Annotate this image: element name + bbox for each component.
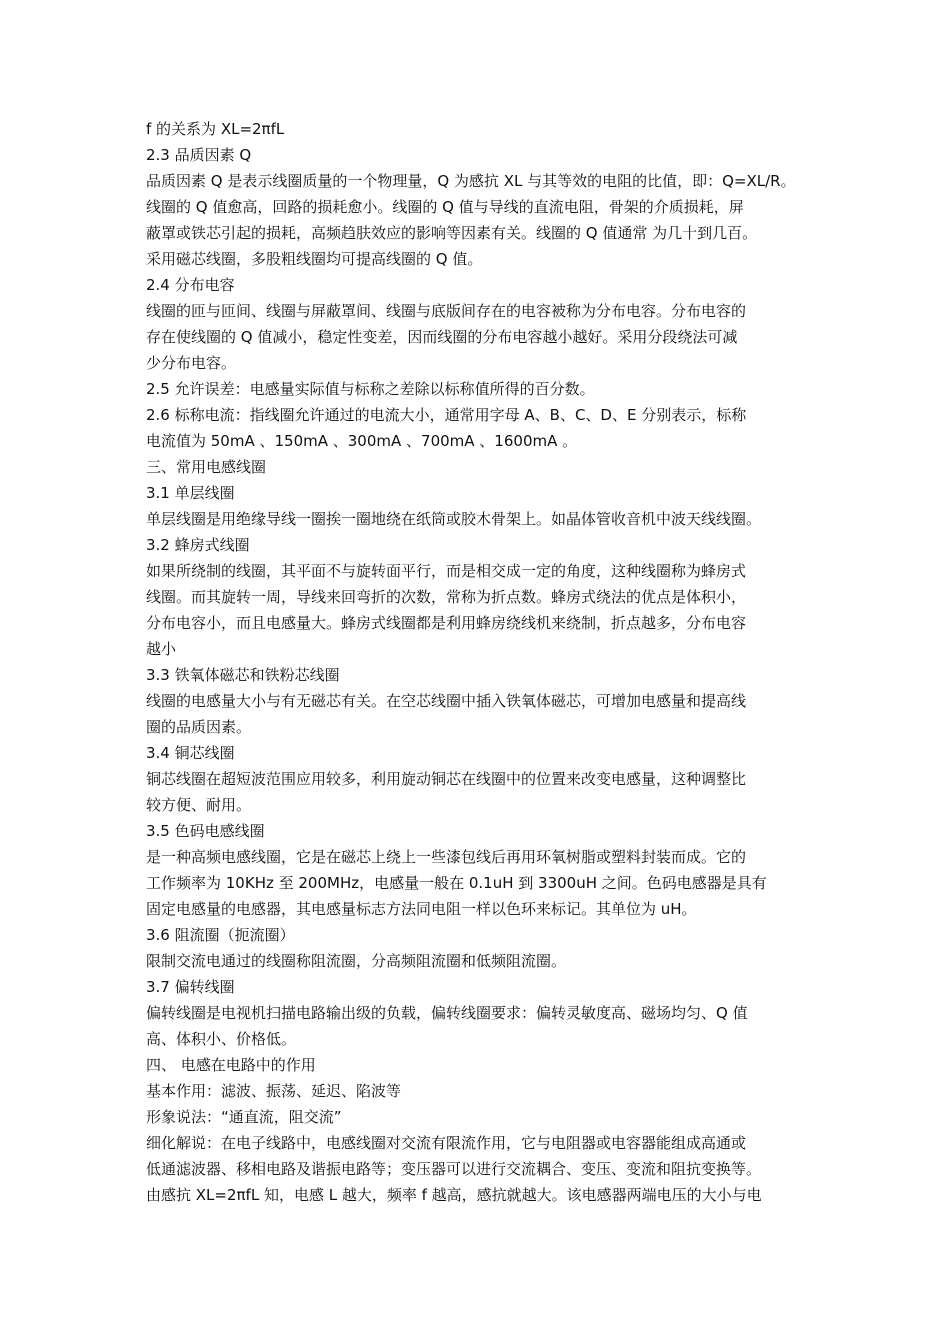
section-heading: 3.5 色码电感线圈 <box>146 822 265 840</box>
section-heading: 2.4 分布电容 <box>146 276 235 294</box>
chapter-heading: 三、常用电感线圈 <box>146 458 267 476</box>
text-line: 限制交流电通过的线圈称阻流圈，分高频阻流圈和低频阻流圈。 <box>146 952 567 970</box>
text-line: 采用磁芯线圈，多股粗线圈均可提高线圈的 Q 值。 <box>146 250 483 268</box>
chapter-heading: 四、 电感在电路中的作用 <box>146 1056 316 1074</box>
text-line: 分布电容小，而且电感量大。蜂房式线圈都是利用蜂房绕线机来绕制，折点越多，分布电容 <box>146 614 747 632</box>
text-line: 线圈的 Q 值愈高，回路的损耗愈小。线圈的 Q 值与导线的直流电阻，骨架的介质损耗，屏 <box>146 198 744 216</box>
section-heading: 2.6 标称电流：指线圈允许通过的电流大小，通常用字母 A、B、C、D、E 分别表示，标称 <box>146 406 747 424</box>
section-heading: 3.1 单层线圈 <box>146 484 235 502</box>
section-heading: 3.2 蜂房式线圈 <box>146 536 250 554</box>
text-line: 是一种高频电感线圈，它是在磁芯上绕上一些漆包线后再用环氧树脂或塑料封装而成。它的 <box>146 848 747 866</box>
section-heading: 3.4 铜芯线圈 <box>146 744 235 762</box>
text-line: 较方便、耐用。 <box>146 796 252 814</box>
text-line: 工作频率为 10KHz 至 200MHz，电感量一般在 0.1uH 到 3300uH 之间。色码电感器是具有 <box>146 874 767 892</box>
text-line: 越小 <box>146 640 177 658</box>
text-line: 基本作用：滤波、振荡、延迟、陷波等 <box>146 1082 402 1100</box>
text-line: 固定电感量的电感器，其电感量标志方法同电阻一样以色环来标记。其单位为 uH。 <box>146 900 697 918</box>
section-heading: 3.3 铁氧体磁芯和铁粉芯线圈 <box>146 666 340 684</box>
document-body <box>146 116 822 1208</box>
text-line: 圈的品质因素。 <box>146 718 252 736</box>
text-line: 存在使线圈的 Q 值减小，稳定性变差，因而线圈的分布电容越小越好。采用分段绕法可减 <box>146 328 738 346</box>
text-line: 由感抗 XL=2πfL 知，电感 L 越大，频率 f 越高，感抗就越大。该电感器两端电压的大小与电 <box>146 1186 762 1204</box>
text-line: 线圈的匝与匝间、线圈与屏蔽罩间、线圈与底版间存在的电容被称为分布电容。分布电容的 <box>146 302 747 320</box>
text-line: 线圈的电感量大小与有无磁芯有关。在空芯线圈中插入铁氧体磁芯，可增加电感量和提高线 <box>146 692 747 710</box>
text-line: 铜芯线圈在超短波范围应用较多，利用旋动铜芯在线圈中的位置来改变电感量，这种调整比 <box>146 770 747 788</box>
section-heading: 2.3 品质因素 Q <box>146 146 252 164</box>
text-line: f 的关系为 XL=2πfL <box>146 120 285 138</box>
text-line: 低通滤波器、移相电路及谐振电路等；变压器可以进行交流耦合、变压、变流和阻抗变换等。 <box>146 1160 762 1178</box>
text-line: 品质因素 Q 是表示线圈质量的一个物理量，Q 为感抗 XL 与其等效的电阻的比值，即：Q=XL/R。 <box>146 172 796 190</box>
text-line: 线圈。而其旋转一周，导线来回弯折的次数，常称为折点数。蜂房式绕法的优点是体积小， <box>146 588 747 606</box>
text-line: 蔽罩或铁芯引起的损耗，高频趋肤效应的影响等因素有关。线圈的 Q 值通常 为几十到几百。 <box>146 224 758 242</box>
text-line: 单层线圈是用绝缘导线一圈挨一圈地绕在纸筒或胶木骨架上。如晶体管收音机中波天线线圈。 <box>146 510 762 528</box>
section-heading: 2.5 允许误差：电感量实际值与标称之差除以标称值所得的百分数。 <box>146 380 595 398</box>
text-line: 形象说法：“通直流，阻交流” <box>146 1108 342 1126</box>
text-line: 少分布电容。 <box>146 354 237 372</box>
text-line: 细化解说：在电子线路中，电感线圈对交流有限流作用，它与电阻器或电容器能组成高通或 <box>146 1134 747 1152</box>
text-line: 电流值为 50mA 、150mA 、300mA 、700mA 、1600mA 。 <box>146 432 578 450</box>
text-line: 如果所绕制的线圈，其平面不与旋转面平行，而是相交成一定的角度，这种线圈称为蜂房式 <box>146 562 747 580</box>
section-heading: 3.6 阻流圈（扼流圈） <box>146 926 295 944</box>
section-heading: 3.7 偏转线圈 <box>146 978 235 996</box>
text-line: 偏转线圈是电视机扫描电路输出级的负载，偏转线圈要求：偏转灵敏度高、磁场均匀、Q 值 <box>146 1004 748 1022</box>
text-line: 高、体积小、价格低。 <box>146 1030 297 1048</box>
